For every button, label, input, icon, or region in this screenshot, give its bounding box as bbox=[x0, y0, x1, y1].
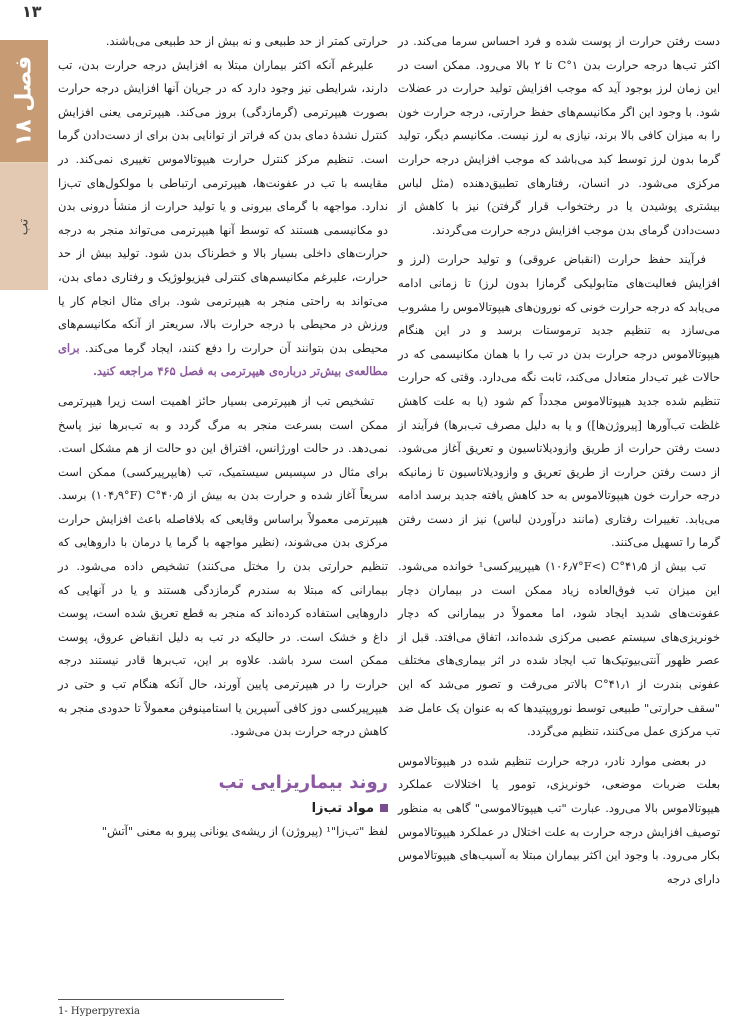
paragraph: فرآیند حفظ حرارت (انقباض عروقی) و تولید حرارت (لرز و افزایش فعالیت‌های متابولیکی گرمازا بدون لرز) تا زمانی ادامه می‌یابد که درجه حرارت خونی که نورون‌های هیپوتالاموس را مشروب می‌سازد به تنظیم جدید ترموستات برسد و در این هنگام هیپوتالاموس درجه حرارت بدن در تب را با همان مکانیسمی که در حالات غیر تب‌دار متعادل می‌کند، ثابت نگه می‌دارد. وقتی که حرارت تنظیم شده جدید هیپوتالاموس مجدداً کم شود (یا به علت کاهش غلظت تب‌آورها [پیروژن‌ها]) و یا به دلیل مصرف تب‌برها) فرآیند از دست رفتن حرارت از طریق وازودیلاتاسیون و تعریق آغاز می‌شود. از دست رفتن حرارت از طریق تعریق و وازودیلاتاسیون تا زمانیکه درجه حرارت خون هیپوتالاموس به حد کاهش یافته جدید برسد ادامه می‌یابد. تغییرات رفتاری (مانند درآوردن لباس) نیز از دست رفتن گرما را تسهیل می‌کنند. bbox=[398, 252, 720, 550]
chapter-tab bbox=[0, 40, 48, 290]
paragraph: تب بیش از ۴۱٫۵°C (>۱۰۶٫۷°F) هیپرپیرکسی¹ خوانده می‌شود. این میزان تب فوق‌العاده زیاد ممکن است در بیماران دچار عفونت‌های شدید ایجاد شود، اما معمولاً در بیمارانی که دچار خونریزی‌های سیستم عصبی مرکزی شده‌اند، اتفاق می‌افتد. قبل از عصر ظهور آنتی‌بیوتیک‌ها تب ایجاد شده در اثر بیماری‌های مختلف عفونی بندرت از ۴۱٫۱°C بالاتر می‌رفت و تصور می‌شد که این "سقف حرارتی" طبیعی توسط نوروپپتیدها که به عنوان یک عامل ضد تب مرکزی عمل می‌کنند، تنظیم می‌گردد. bbox=[398, 559, 720, 739]
paragraph: حرارتی کمتر از حد طبیعی و نه بیش از حد طبیعی می‌باشند. bbox=[105, 34, 388, 48]
chapter-label: فصل ۱۸ bbox=[11, 55, 37, 147]
paragraph: لفظ "تب‌زا"¹ (پیروژن) از ریشه‌ی یونانی پیرو به معنی "آتش" bbox=[101, 823, 388, 838]
chapter-marker-box bbox=[0, 164, 48, 290]
subsection-title: مواد تب‌زا bbox=[311, 800, 374, 816]
paragraph-text: علیرغم آنکه اکثر بیماران مبتلا به افزایش درجه حرارت بدن، تب دارند، شرایطی نیز وجود دارد که در جریان آنها افزایش درجه حرارت بصورت هیپرترمی (گرمازدگی) بروز می‌کند. هیپرترمی یعنی افزایش کنترل نشدهٔ دمای بدن که فراتر از توانایی بدن برای از دست‌دادن گرما است. تنظیم مرکز کنترل حرارت هیپوتالاموس تغییری نمی‌کند. در مقایسه با تب در عفونت‌ها، هیپرترمی ارتباطی با مولکول‌های تب‌زا ندارد. مواجهه با گرمای بیرونی و یا تولید حرارت از منشأ درونی بدن دو مکانیسمی هستند که توسط آنها هیپرترمی می‌تواند منجر به درجه حرارت‌های داخلی بسیار بالا و خطرناک بدن شود. تولید بیش از حد حرارت، علیرغم مکانیسم‌های کنترلی فیزیولوژیک و رفتاری دمای بدن، می‌تواند به راحتی منجر به هیپرترمی شود. برای مثال انجام کار یا ورزش در محیطی با درجه حرارت بالا، سریعتر از آنکه مکانیسم‌های محیطی بدن بتوانند آن حرارت را دفع کنند، ایجاد گرما می‌کند. bbox=[58, 57, 389, 355]
cross-reference: برای مطالعه‌ی بیش‌تر درباره‌ی هیپرترمی به فصل ۴۶۵ مراجعه کنید. bbox=[58, 340, 388, 379]
right-column bbox=[398, 30, 720, 891]
chapter-marker: تب bbox=[16, 218, 32, 236]
section-title: روند بیماریزایی تب bbox=[218, 771, 388, 793]
chapter-label-box bbox=[0, 40, 48, 164]
paragraph: دست رفتن حرارت از پوست شده و فرد احساس سرما می‌کند. در اکثر تب‌ها درجه حرارت بدن ۱°C تا ۲ بالا می‌رود. ممکن است در این زمان لرز بوجود آید که موجب افزایش تولید حرارت در عضلات شود. با وجود این اگر مکانیسم‌های حفظ حرارتی، درجه حرارت خون را به میزان کافی بالا برند، نیازی به لرز نیست. مکانیسم دیگر، تولید گرما بدون لرز توسط کبد می‌باشد که موجب افزایش درجه حرارت مرکزی می‌شود. در انسان، رفتارهای تطبیق‌دهنده (مثل لباس بیشتری پوشیدن یا در رختخواب قرار گرفتن) نیز با کاهش از دست‌دادن گرمای بدن موجب افزایش درجه حرارت می‌گردند. bbox=[398, 34, 720, 237]
left-column bbox=[58, 30, 388, 843]
square-bullet-icon bbox=[380, 804, 388, 812]
subsection-heading bbox=[58, 798, 388, 820]
paragraph bbox=[58, 54, 388, 384]
page-number: ۱۳ bbox=[22, 2, 42, 21]
footnote-divider bbox=[58, 999, 284, 1000]
paragraph: تشخیص تب از هیپرترمی بسیار حائز اهمیت است زیرا هیپرترمی ممکن است بسرعت منجر به مرگ گردد و به تب‌برها نیز پاسخ نمی‌دهد. در حالت اورژانس، افتراق این دو حالت از هم مشکل است. برای مثال در سپسیس سیستمیک، تب (هایپرپیرکسی) ممکن است سریعاً آغاز شده و حرارت بدن به بیش از ۴۰٫۵°C (۱۰۴٫۹°F) برسد. هیپرترمی معمولاً براساس وقایعی که بلافاصله باعث افزایش حرارت مرکزی بدن می‌شوند، (نظیر مواجهه با گرما یا درمان با داروهایی که تنظیم حرارتی بدن را مختل می‌کنند) تشخیص داده می‌شود. در بیمارانی که مبتلا به سندرم گرمازدگی هستند و یا در آنهایی که داروهایی استفاده کرده‌اند که منجر به قطع تعریق شده است، پوست داغ و خشک است. در حالیکه در تب به دلیل انقباض عروق، پوست ممکن است سرد باشد. علاوه بر این، تب‌برها قادر نیستند درجه حرارت را در هیپرترمی پایین آورند، حال آنکه هنگام تب و حتی در هیپرپیرکسی دوز کافی آسپرین یا استامینوفن معمولاً تا حدودی منجر به کاهش درجه حرارت بدن می‌شود. bbox=[58, 393, 388, 739]
footnote: 1- Hyperpyrexia bbox=[58, 1006, 140, 1017]
paragraph: در بعضی موارد نادر، درجه حرارت تنظیم شده در هیپوتالاموس بعلت ضربات موضعی، خونریزی، تومور یا اختلالات عملکرد هیپوتالاموس بالا می‌رود. عبارت "تب هیپوتالاموسی" گاهی به منظور توصیف افزایش درجه حرارت به علت اختلال در عملکرد هیپوتالاموس بکار می‌رود. با وجود این اکثر بیماران مبتلا به آسیب‌های هیپوتالاموس دارای درجه bbox=[398, 753, 720, 886]
